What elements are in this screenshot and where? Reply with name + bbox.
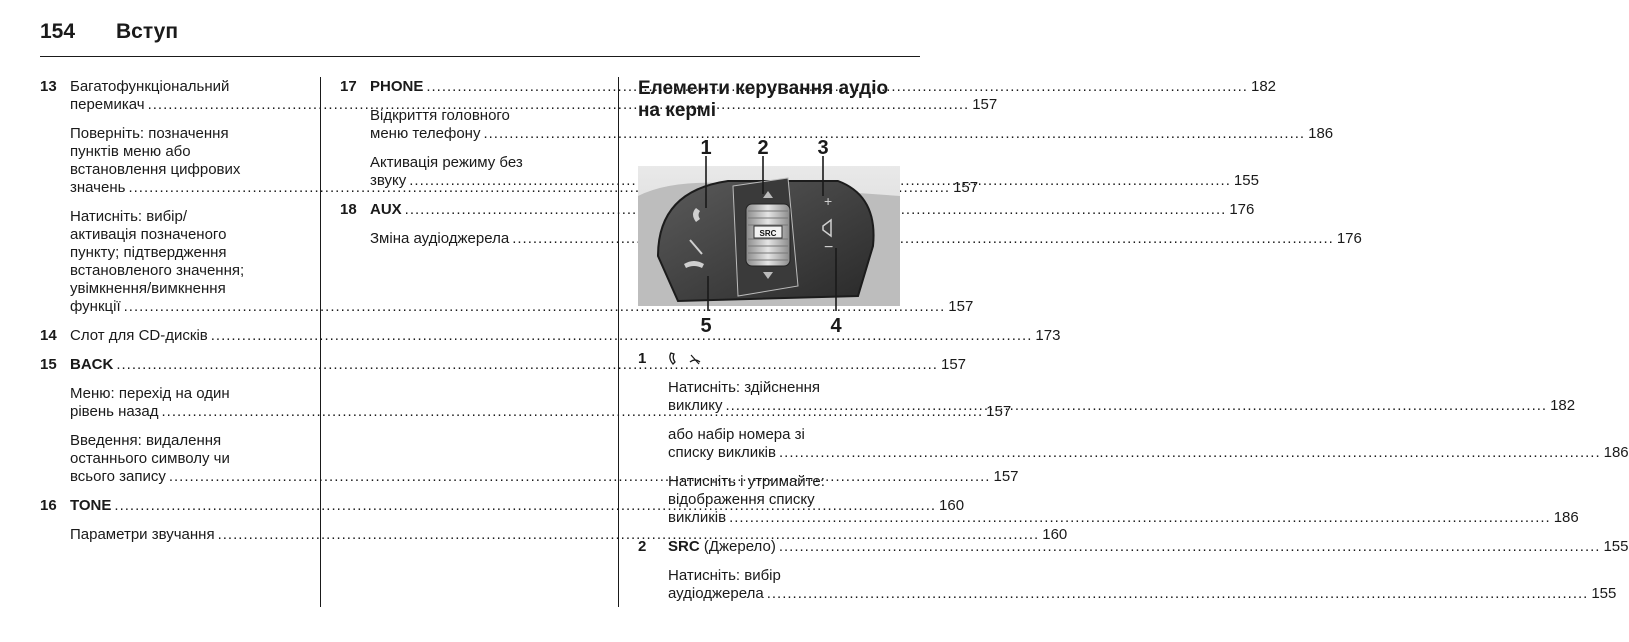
toc-line[interactable]: значень ..... 157: [70, 179, 304, 197]
page-ref: 155: [1233, 172, 1259, 189]
hang-up-icon: [688, 352, 702, 366]
entry-text: Багатофункціональний: [70, 78, 230, 95]
entry-14: 14 Слот для CD-дисків ..... 173: [40, 327, 304, 345]
src-button-label: SRC: [759, 229, 777, 238]
callout-4: 4: [830, 315, 842, 337]
toc-line[interactable]: всього запису ..... 157: [70, 468, 304, 486]
entry-15-desc-a: Меню: перехід на один рівень назад ..... 157: [70, 385, 304, 421]
entry-16-desc-a: [70, 526, 1068, 544]
toc-line[interactable]: Параметри звучання ..... 160: [70, 526, 304, 544]
steering-wheel-controls-figure: [638, 136, 900, 336]
entry-13-desc-a: Поверніть: позначення пунктів меню або встановлення цифрових значень ..... 157: [70, 125, 304, 197]
toc-line[interactable]: списку викликів ..... 186: [668, 444, 900, 462]
page-ref: 160: [939, 497, 965, 514]
toc-line[interactable]: функції ..... 157: [70, 298, 304, 316]
volume-minus-icon: −: [824, 239, 834, 256]
page-ref: 160: [1042, 526, 1068, 543]
toc-line[interactable]: TONE ..... 160: [70, 497, 964, 515]
page-ref: 155: [1591, 585, 1617, 602]
entry-1: 1: [638, 350, 900, 368]
volume-plus-icon: +: [824, 193, 833, 209]
page-ref: 186: [1553, 509, 1579, 526]
page-ref: 157: [986, 403, 1012, 420]
toc-line[interactable]: PHONE ..... 182: [370, 78, 1276, 96]
page-number: 154: [40, 20, 76, 43]
toc-line[interactable]: меню телефону ..... 186: [370, 125, 602, 143]
toc-line[interactable]: BACK ..... 157: [70, 356, 966, 374]
callout-2: 2: [757, 137, 769, 159]
callout-5: 5: [700, 315, 712, 337]
toc-line[interactable]: перемикач ..... 157: [70, 96, 997, 114]
toc-line[interactable]: звуку ..... 155: [370, 172, 602, 190]
toc-line[interactable]: рівень назад ..... 157: [70, 403, 304, 421]
entry-15: 15 BACK ..... 157: [40, 356, 304, 374]
entry-2-desc-a: Натисніть: вибір аудіоджерела ..... 155: [668, 567, 900, 603]
entry-18: 18 AUX ..... 176: [340, 201, 602, 219]
callout-3: 3: [817, 137, 829, 159]
toc-line[interactable]: Зміна аудіоджерела ..... 176: [370, 230, 602, 248]
entry-17-desc-a: Відкриття головного меню телефону ..... 186: [370, 107, 602, 143]
header-divider: [40, 56, 920, 57]
callout-1: 1: [700, 137, 712, 159]
page-ref: 186: [1603, 444, 1629, 461]
entry-2: 2 SRC (Джерело) ..... 155: [638, 538, 900, 556]
page-ref: 157: [972, 96, 998, 113]
page-ref: 176: [1229, 201, 1255, 218]
toc-line[interactable]: викликів ..... 186: [668, 509, 900, 527]
page-ref: 186: [1308, 125, 1334, 142]
page-header: [40, 20, 178, 50]
page-ref: 157: [940, 356, 967, 373]
steering-wheel-illustration: [638, 136, 900, 336]
toc-line[interactable]: AUX ..... 176: [370, 201, 1254, 219]
entry-17-desc-b: Активація режиму без звуку ..... 155: [370, 154, 602, 190]
page-ref: 155: [1603, 538, 1629, 555]
entry-17: 17 PHONE ..... 182: [340, 78, 602, 96]
page-ref: 176: [1336, 230, 1362, 247]
page-ref: 182: [1250, 78, 1277, 95]
page-ref: 157: [993, 468, 1019, 485]
toc-line[interactable]: виклику ..... 182: [668, 397, 900, 415]
page-ref: 157: [953, 179, 979, 196]
entry-13-desc-b: Натисніть: вибір/ активація позначеного пункту; підтвердження встановленого значення; увімкнення/вимкнення функції ..... 157: [70, 208, 304, 316]
section-heading: Елементи керування аудіо на кермі: [638, 78, 889, 121]
entry-1-desc-a: Натисніть: здійснення виклику ..... 182: [668, 379, 900, 415]
toc-line[interactable]: аудіоджерела ..... 155: [668, 585, 900, 603]
entry-16: 16 TONE ..... 160: [40, 497, 304, 515]
phone-icon: [668, 352, 682, 366]
toc-line[interactable]: Слот для CD-дисків ..... 173: [70, 327, 1060, 345]
toc-line[interactable]: SRC (Джерело) ..... 155: [668, 538, 1629, 556]
entry-1-desc-b: або набір номера зі списку викликів ..... 186: [668, 426, 900, 462]
page-title: Вступ: [116, 20, 179, 43]
entry-number: 13: [40, 78, 57, 95]
page-ref: 157: [948, 298, 974, 315]
page-ref: 173: [1035, 327, 1061, 344]
entry-15-desc-b: Введення: видалення останнього символу чи всього запису ..... 157: [70, 432, 304, 486]
entry-1-desc-c: Натисніть і утримайте: відображення списку викликів ..... 186: [668, 473, 900, 527]
page-ref: 182: [1550, 397, 1576, 414]
